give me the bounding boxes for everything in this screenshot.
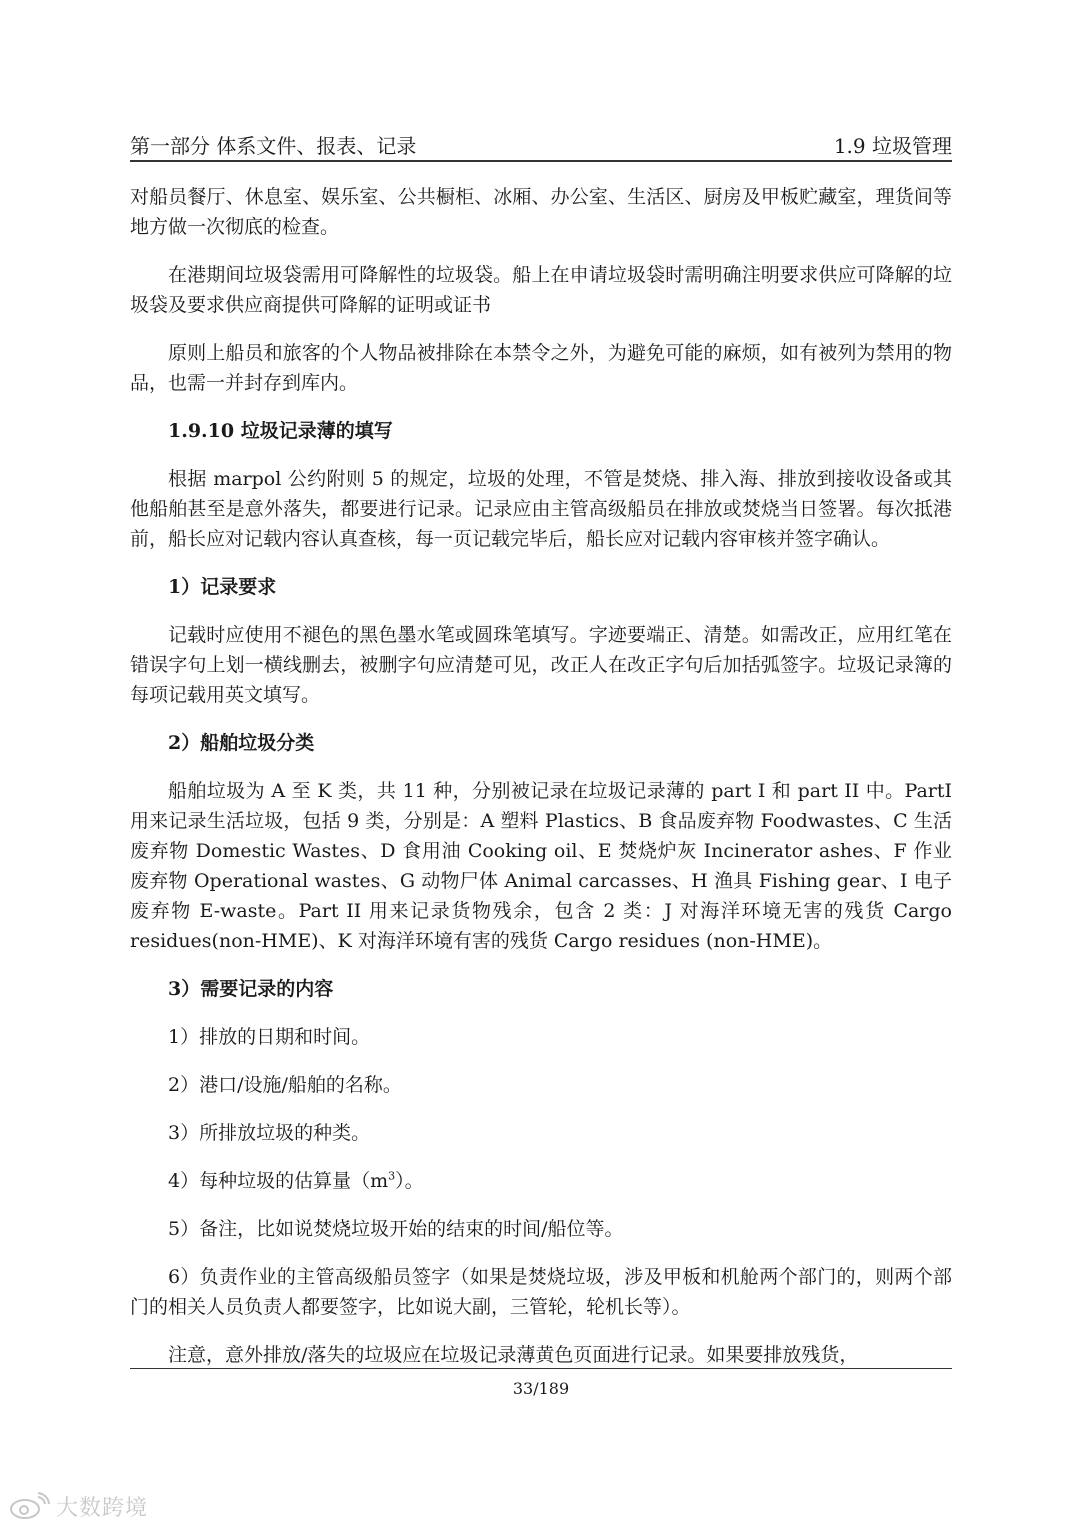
watermark	[8, 1491, 148, 1521]
subheading-garbage-categories: 2）船舶垃圾分类	[168, 732, 315, 754]
list-item: 2）港口/设施/船舶的名称。	[168, 1074, 402, 1096]
list-item-signature: 6）负责作业的主管高级船员签字（如果是焚烧垃圾，涉及甲板和机舱两个部门的，则两个部门的相关人员负责人都要签字，比如说大副，三管轮，轮机长等）。	[130, 1266, 952, 1318]
section-heading: 1.9.10 垃圾记录薄的填写	[168, 420, 393, 442]
paragraph-marpol: 根据 marpol 公约附则 5 的规定，垃圾的处理，不管是焚烧、排入海、排放到接收设备或其他船舶甚至是意外落失，都要进行记录。记录应由主管高级船员在排放或焚烧当日签署。每次抵港前，船长应对记载内容认真查核，每一页记载完毕后，船长应对记载内容审核并签字确认。	[130, 468, 952, 550]
paragraph-personal-items: 原则上船员和旅客的个人物品被排除在本禁令之外，为避免可能的麻烦，如有被列为禁用的物品，也需一并封存到库内。	[130, 342, 952, 394]
paragraph-garbage-bags: 在港期间垃圾袋需用可降解性的垃圾袋。船上在申请垃圾袋时需明确注明要求供应可降解的垃圾袋及要求供应商提供可降解的证明或证书	[130, 264, 952, 316]
weibo-logo-icon	[8, 1492, 50, 1520]
paragraph-note: 注意，意外排放/落失的垃圾应在垃圾记录薄黄色页面进行记录。如果要排放残货，	[168, 1344, 859, 1366]
header-section-title: 第一部分 体系文件、报表、记录	[130, 134, 417, 158]
page-footer	[130, 1368, 952, 1398]
list-item: 1）排放的日期和时间。	[168, 1026, 371, 1048]
page-number: 33/189	[512, 1379, 570, 1398]
list-item	[130, 1166, 952, 1196]
list-item-text-end: ）。	[395, 1170, 424, 1192]
header-chapter-title: 1.9 垃圾管理	[833, 134, 952, 158]
watermark-text: 大数跨境	[56, 1495, 149, 1521]
subheading-record-requirements: 1）记录要求	[168, 576, 277, 598]
list-item-text: 4）每种垃圾的估算量（m	[168, 1170, 389, 1192]
list-item: 5）备注，比如说焚烧垃圾开始的结束的时间/船位等。	[168, 1218, 624, 1240]
paragraph-record-requirements: 记载时应使用不褪色的黑色墨水笔或圆珠笔填写。字迹要端正、清楚。如需改正，应用红笔在错误字句上划一横线删去，被删字句应清楚可见，改正人在改正字句后加括弧签字。垃圾记录簿的每项记载用英文填写。	[130, 624, 952, 706]
subheading-record-content: 3）需要记录的内容	[168, 978, 334, 1000]
superscript: 3	[388, 1169, 396, 1183]
paragraph-garbage-categories: 船舶垃圾为 A 至 K 类，共 11 种，分别被记录在垃圾记录薄的 part I 和 part II 中。PartI 用来记录生活垃圾，包括 9 类，分别是：A 塑料 Plastics、B 食品废弃物 Foodwastes、C 生活废弃物 Domestic Wastes、D 食用油 Cooking oil、E 焚烧炉灰 Incinerator ashes、F 作业废弃物 Operational wastes、G 动物尸体 Animal carcasses、H 渔具 Fishing gear、I 电子废弃物 E-waste。Part II 用来记录货物残余，包含 2 类：J 对海洋环境无害的残货 Cargo residues(non-HME)、K 对海洋环境有害的残货 Cargo residues (non-HME)。	[130, 780, 952, 952]
paragraph-inspection: 对船员餐厅、休息室、娱乐室、公共橱柜、冰厢、办公室、生活区、厨房及甲板贮藏室，理货间等地方做一次彻底的检查。	[130, 186, 952, 238]
list-item: 3）所排放垃圾的种类。	[168, 1122, 371, 1144]
page-body	[130, 182, 952, 1388]
page-header	[130, 128, 952, 162]
